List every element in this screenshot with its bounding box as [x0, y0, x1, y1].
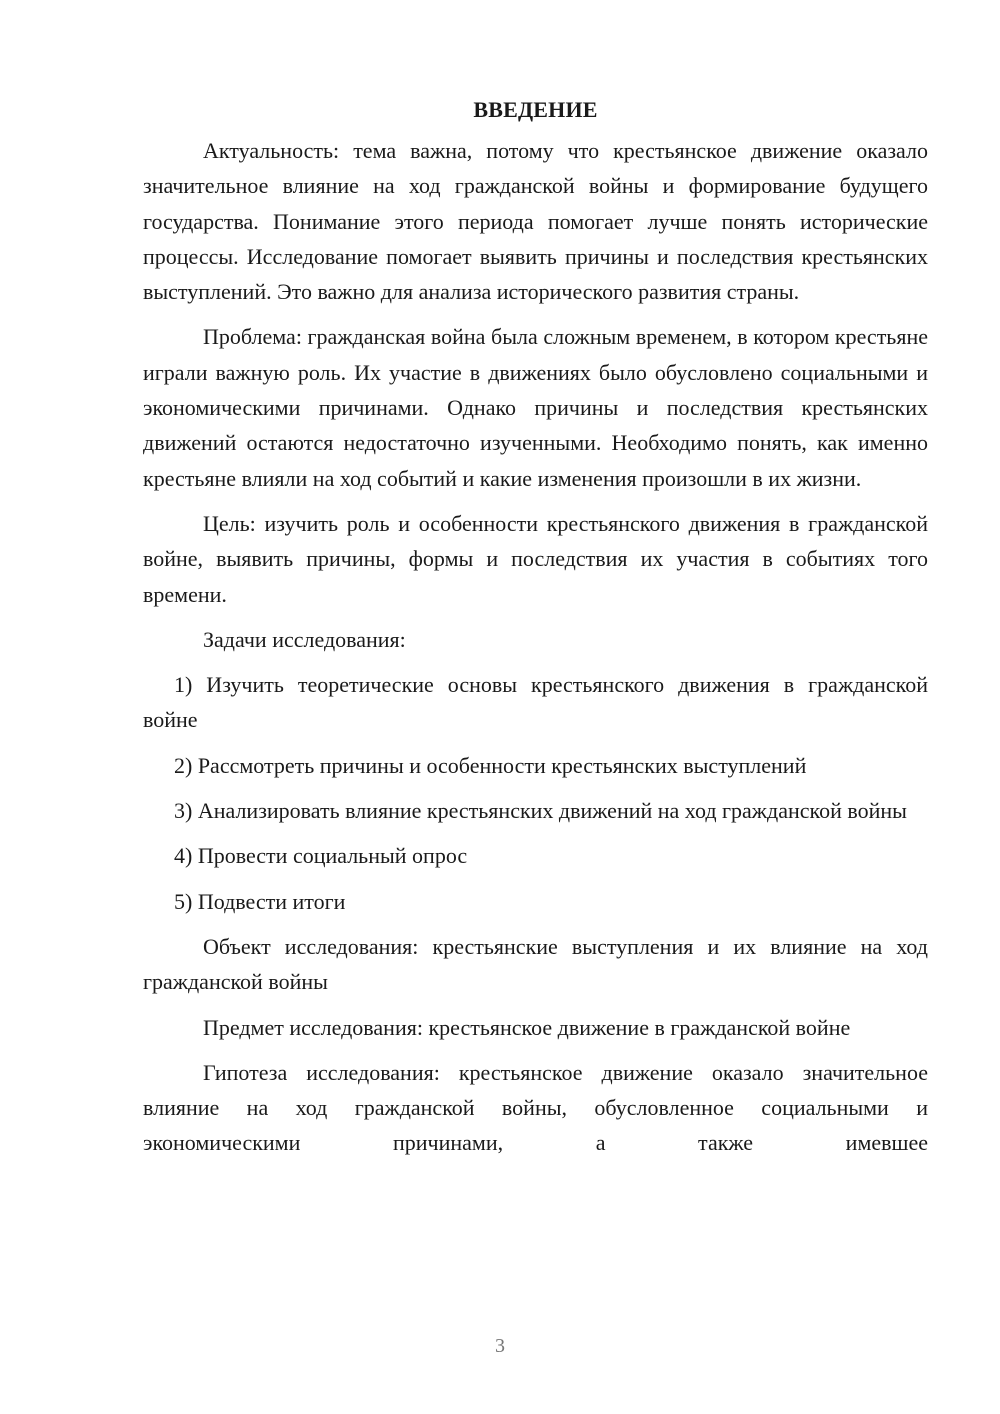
object-paragraph: Объект исследования: крестьянские выступления и их влияние на ход гражданской войны [143, 933, 928, 995]
task-item-3: 3) Анализировать влияние крестьянских движений на ход гражданской войны [174, 798, 907, 824]
hypothesis-paragraph: Гипотеза исследования: крестьянское движение оказало значительное влияние на ход гражданской войны, обусловленное социальными и экономическими причинами, а также имевшее [143, 1059, 928, 1156]
task-item-2: 2) Рассмотреть причины и особенности крестьянских выступлений [174, 752, 807, 778]
subject-paragraph: Предмет исследования: крестьянское движение в гражданской войне [203, 1014, 851, 1040]
relevance-paragraph: Актуальность: тема важна, потому что крестьянское движение оказало значительное влияние на ход гражданской войны и формирование будущего государства. Понимание этого периода помогает лучше понять исторические процессы. Исследование помогает выявить причины и последствия крестьянских выступлений. Это важно для анализа исторического развития страны. [143, 138, 928, 305]
goal-paragraph: Цель: изучить роль и особенности крестьянского движения в гражданской войне, выявить причины, формы и последствия их участия в событиях того времени. [143, 510, 928, 607]
section-title: ВВЕДЕНИЕ [473, 97, 598, 122]
task-item-5: 5) Подвести итоги [174, 888, 346, 914]
document-page [143, 96, 928, 1161]
problem-paragraph: Проблема: гражданская война была сложным временем, в котором крестьяне играли важную роль. Их участие в движениях было обусловлено социальными и экономическими причинами. Однако причины и последствия крестьянских движений остаются недостаточно изученными. Необходимо понять, как именно крестьяне влияли на ход событий и какие изменения произошли в их жизни. [143, 324, 928, 491]
task-item-1: 1) Изучить теоретические основы крестьянского движения в гражданской войне [143, 672, 928, 733]
tasks-heading: Задачи исследования: [203, 626, 406, 652]
task-item-4: 4) Провести социальный опрос [174, 843, 468, 869]
page-number: 3 [495, 1335, 505, 1357]
